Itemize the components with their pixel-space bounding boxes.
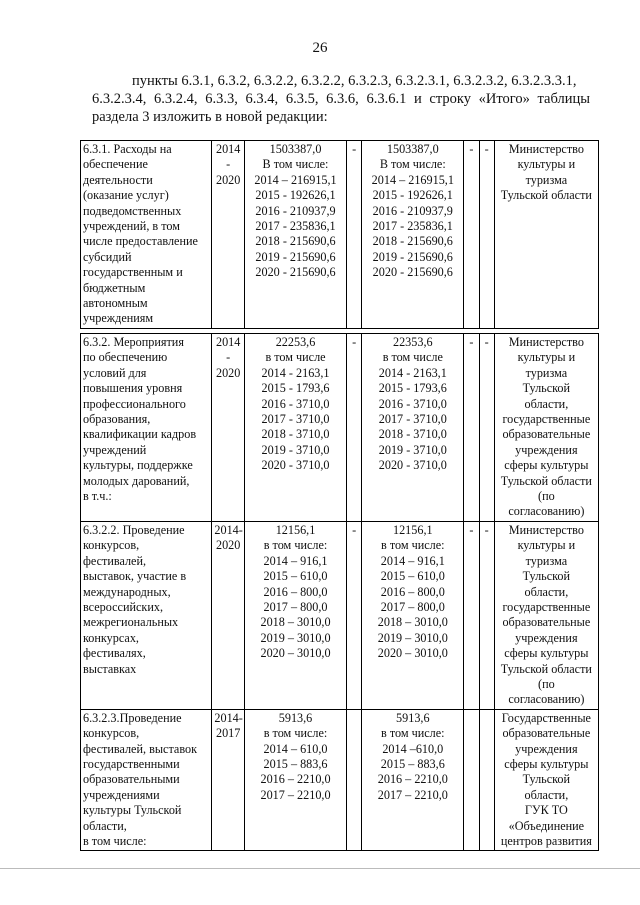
measure-name-cell-line: учреждениями <box>83 787 160 802</box>
regional-funding-cell-line: 2018 - 215690,6 <box>372 234 453 249</box>
intro-paragraph <box>92 72 590 126</box>
total-funding-cell-line: 2017 – 800,0 <box>263 599 328 614</box>
measure-name-cell-line: фестивалей, выставок <box>83 741 198 756</box>
regional-funding-cell-line: 2014 – 216915,1 <box>371 172 454 187</box>
executor-cell-line: образовательные <box>502 726 591 741</box>
measure-name-cell <box>81 334 212 522</box>
measure-name-cell-line: межрегиональных <box>83 615 179 630</box>
executor-cell-line: образовательные <box>502 427 591 442</box>
total-funding-cell <box>244 709 346 851</box>
regional-funding-cell-line: 2014 - 2163,1 <box>378 365 447 380</box>
regional-funding-cell-line: 2020 - 3710,0 <box>378 458 447 473</box>
regional-funding-cell-line: 2015 – 883,6 <box>380 756 445 771</box>
measure-name-cell-line: выставках <box>83 661 137 676</box>
regional-funding-cell-line: 2017 - 3710,0 <box>378 412 447 427</box>
table-row <box>81 334 599 522</box>
total-funding-cell-line: 2019 – 3010,0 <box>260 630 331 645</box>
regional-funding-cell-line: 1503387,0 <box>386 142 439 156</box>
total-funding-cell-line: 2015 - 192626,1 <box>255 188 336 203</box>
measure-name-cell-line: учреждениям <box>83 311 154 326</box>
executor-cell-line: туризма <box>525 365 568 380</box>
regional-funding-cell <box>362 334 464 522</box>
executor-cell-line: центров развития <box>500 834 592 848</box>
executor-cell-line: учреждения <box>515 442 578 457</box>
measure-name-cell-line: условий для <box>83 365 147 380</box>
federal-funding-cell: - <box>347 521 362 709</box>
other-funding-cell <box>479 709 494 851</box>
regional-funding-cell <box>362 709 464 851</box>
executor-cell-line: области, <box>524 584 569 599</box>
program-table-part-2 <box>80 333 599 851</box>
executor-cell-line: Тульской области <box>500 661 592 676</box>
executor-cell-line: Тульской области <box>500 188 592 203</box>
total-funding-cell-line: в том числе: <box>263 538 328 553</box>
total-funding-cell-line: 2018 - 215690,6 <box>255 234 336 249</box>
executor-cell-line: культуры и <box>517 157 576 172</box>
years-cell <box>212 521 245 709</box>
intro-line-3: раздела 3 изложить в новой редакции: <box>92 109 328 125</box>
table-row <box>81 521 599 709</box>
total-funding-cell <box>244 334 346 522</box>
municipal-funding-cell: - <box>464 334 479 522</box>
years-cell-line: 2020 <box>215 538 241 553</box>
executor-cell-line: Тульской области <box>500 473 592 488</box>
other-funding-cell: - <box>479 141 494 329</box>
regional-funding-cell-line: в том числе <box>382 350 443 365</box>
regional-funding-cell-line: 2018 – 3010,0 <box>377 615 448 630</box>
measure-name-cell <box>81 521 212 709</box>
measure-name-cell-line: в т.ч.: <box>83 489 112 504</box>
total-funding-cell-line: 2014 – 610,0 <box>263 741 328 756</box>
regional-funding-cell-line: 2019 - 215690,6 <box>372 249 453 264</box>
measure-name-cell-line: квалификации кадров <box>83 427 197 442</box>
years-cell-line: 2020 <box>215 172 241 187</box>
total-funding-cell-line: в том числе <box>265 350 326 365</box>
measure-name-cell-line: конкурсах, <box>83 630 139 645</box>
years-cell <box>212 709 245 851</box>
years-cell-line: 2017 <box>215 726 241 741</box>
total-funding-cell-line: 2014 - 2163,1 <box>261 365 330 380</box>
total-funding-cell-line: 2014 – 916,1 <box>263 553 328 568</box>
regional-funding-cell-line: 2018 - 3710,0 <box>378 427 447 442</box>
measure-name-cell-line: культуры Тульской <box>83 803 182 818</box>
years-cell <box>212 334 245 522</box>
federal-funding-cell <box>347 709 362 851</box>
executor-cell-line: «Объединение <box>508 818 585 833</box>
total-funding-cell-line: 2015 - 1793,6 <box>261 381 330 396</box>
total-funding-cell-line: в том числе: <box>263 726 328 741</box>
measure-name-cell-line: учреждений, в том <box>83 219 180 234</box>
years-cell-line: - <box>226 350 231 365</box>
total-funding-cell-line: 5913,6 <box>278 710 313 725</box>
total-funding-cell-line: 2015 – 883,6 <box>263 756 328 771</box>
regional-funding-cell-line: 2020 – 3010,0 <box>377 646 448 661</box>
total-funding-cell-line: 2020 - 215690,6 <box>255 265 336 280</box>
total-funding-cell-line: 22253,6 <box>275 335 316 349</box>
executor-cell-line: государственные <box>502 412 591 427</box>
total-funding-cell-line: 12156,1 <box>275 522 316 537</box>
regional-funding-cell-line: в том числе: <box>381 538 445 553</box>
regional-funding-cell-line: 2014 – 916,1 <box>380 553 445 568</box>
total-funding-cell-line: 2016 – 2210,0 <box>260 772 331 787</box>
regional-funding-cell-line: 2017 – 2210,0 <box>377 787 448 802</box>
measure-name-cell-line: конкурсов, <box>83 726 140 741</box>
years-cell-line: 2014- <box>214 522 243 537</box>
measure-name-cell-line: автономным <box>83 296 148 311</box>
measure-name-cell-line: фестивалей, <box>83 553 147 568</box>
measure-name-cell-line: обеспечение <box>83 157 148 172</box>
measure-name-cell-line: выставок, участие в <box>83 569 187 584</box>
total-funding-cell-line: 1503387,0 <box>269 142 322 156</box>
executor-cell-line: области, <box>524 396 569 411</box>
total-funding-cell <box>244 521 346 709</box>
years-cell-line: - <box>226 157 231 172</box>
total-funding-cell-line: 2017 - 235836,1 <box>255 219 336 234</box>
executor-cell-line: учреждения <box>515 741 578 756</box>
years-cell <box>212 141 245 329</box>
intro-line-2: 6.3.2.3.4, 6.3.2.4, 6.3.3, 6.3.4, 6.3.5, 6.3.6, 6.3.6.1 и строку «Итого» таблицы <box>92 91 590 107</box>
regional-funding-cell-line: в том числе: <box>381 726 445 741</box>
table-row <box>81 709 599 851</box>
executor-cell-line: туризма <box>525 172 568 187</box>
executor-cell-line: согласованию) <box>508 504 585 519</box>
page-number: 26 <box>312 40 328 56</box>
executor-cell-line: согласованию) <box>508 692 585 707</box>
regional-funding-cell <box>362 521 464 709</box>
regional-funding-cell-line: 2020 - 215690,6 <box>372 265 453 280</box>
years-cell-line: 2014- <box>214 710 243 725</box>
measure-name-cell-line: числе предоставление <box>83 234 198 249</box>
executor-cell-line: Министерство <box>508 522 584 537</box>
measure-name-cell-line: государственным и <box>83 265 183 280</box>
regional-funding-cell-line: 2015 - 192626,1 <box>372 188 453 203</box>
other-funding-cell: - <box>479 334 494 522</box>
executor-cell <box>494 334 598 522</box>
executor-cell-line: учреждения <box>515 630 578 645</box>
executor-cell-line: Министерство <box>508 142 584 156</box>
measure-name-cell-line: профессионального <box>83 396 186 411</box>
executor-cell-line: образовательные <box>502 615 591 630</box>
executor-cell-line: Тульской <box>522 569 571 584</box>
total-funding-cell <box>244 141 346 329</box>
executor-cell-line: сферы культуры <box>504 646 589 661</box>
municipal-funding-cell: - <box>464 141 479 329</box>
measure-name-cell-line: учреждений <box>83 442 147 457</box>
measure-name-cell-line: конкурсов, <box>83 538 140 553</box>
total-funding-cell-line: 2019 - 215690,6 <box>255 249 336 264</box>
regional-funding-cell-line: 2016 - 210937,9 <box>372 203 453 218</box>
measure-name-cell-line: бюджетным <box>83 280 146 295</box>
executor-cell-line: Министерство <box>508 335 584 349</box>
regional-funding-cell-line: 2016 - 3710,0 <box>378 396 447 411</box>
measure-name-cell-line: по обеспечению <box>83 350 168 365</box>
measure-name-cell-line: государственными <box>83 756 180 771</box>
executor-cell-line: культуры и <box>517 350 576 365</box>
regional-funding-cell <box>362 141 464 329</box>
federal-funding-cell: - <box>347 334 362 522</box>
intro-line-1: пункты 6.3.1, 6.3.2, 6.3.2.2, 6.3.2.2, 6.3.2.3, 6.3.2.3.1, 6.3.2.3.2, 6.3.2.3.3.1, <box>132 73 577 89</box>
executor-cell-line: Государственные <box>501 710 591 725</box>
executor-cell-line: сферы культуры <box>504 458 589 473</box>
measure-name-cell-line: повышения уровня <box>83 381 183 396</box>
executor-cell-line: ГУК ТО <box>524 803 568 818</box>
table-row <box>81 141 599 329</box>
executor-cell <box>494 521 598 709</box>
executor-cell-line: (по <box>538 676 555 691</box>
executor-cell-line: области, <box>524 787 569 802</box>
total-funding-cell-line: 2018 - 3710,0 <box>261 427 330 442</box>
measure-name-cell-line: субсидий <box>83 249 132 264</box>
regional-funding-cell-line: 2019 - 3710,0 <box>378 442 447 457</box>
measure-name-cell <box>81 141 212 329</box>
executor-cell-line: государственные <box>502 599 591 614</box>
measure-name-cell <box>81 709 212 851</box>
measure-name-cell-line: всероссийских, <box>83 599 163 614</box>
regional-funding-cell-line: В том числе: <box>379 157 446 172</box>
regional-funding-cell-line: 2017 - 235836,1 <box>372 219 453 234</box>
measure-name-cell-line: 6.3.1. Расходы на <box>83 142 172 156</box>
measure-name-cell-line: молодых дарований, <box>83 473 190 488</box>
total-funding-cell-line: 2017 - 3710,0 <box>261 412 330 427</box>
measure-name-cell-line: подведомственных <box>83 203 182 218</box>
measure-name-cell-line: области, <box>83 818 127 833</box>
total-funding-cell-line: 2020 – 3010,0 <box>260 646 331 661</box>
executor-cell-line: туризма <box>525 553 568 568</box>
total-funding-cell-line: В том числе: <box>262 157 329 172</box>
regional-funding-cell-line: 2016 – 2210,0 <box>377 772 448 787</box>
measure-name-cell-line: международных, <box>83 584 171 599</box>
measure-name-cell-line: культуры, поддержке <box>83 458 193 473</box>
federal-funding-cell: - <box>347 141 362 329</box>
total-funding-cell-line: 2014 – 216915,1 <box>254 172 337 187</box>
page-edge-line <box>0 868 640 869</box>
total-funding-cell-line: 2020 - 3710,0 <box>261 458 330 473</box>
executor-cell-line: (по <box>538 489 555 504</box>
years-cell-line: 2014 <box>215 142 241 156</box>
measure-name-cell-line: деятельности <box>83 172 153 187</box>
other-funding-cell: - <box>479 521 494 709</box>
total-funding-cell-line: 2017 – 2210,0 <box>260 787 331 802</box>
measure-name-cell-line: (оказание услуг) <box>83 188 169 203</box>
total-funding-cell-line: 2016 - 3710,0 <box>261 396 330 411</box>
executor-cell-line: культуры и <box>517 538 576 553</box>
measure-name-cell-line: образования, <box>83 412 151 427</box>
regional-funding-cell-line: 2017 – 800,0 <box>380 599 445 614</box>
executor-cell-line: Тульской <box>522 381 571 396</box>
total-funding-cell-line: 2019 - 3710,0 <box>261 442 330 457</box>
regional-funding-cell-line: 2014 –610,0 <box>382 741 444 756</box>
measure-name-cell-line: 6.3.2.3.Проведение <box>83 710 182 725</box>
executor-cell <box>494 141 598 329</box>
municipal-funding-cell <box>464 709 479 851</box>
municipal-funding-cell: - <box>464 521 479 709</box>
regional-funding-cell-line: 2015 – 610,0 <box>380 569 445 584</box>
regional-funding-cell-line: 12156,1 <box>392 522 433 537</box>
measure-name-cell-line: образовательными <box>83 772 180 787</box>
total-funding-cell-line: 2015 – 610,0 <box>263 569 328 584</box>
measure-name-cell-line: 6.3.2. Мероприятия <box>83 335 184 349</box>
regional-funding-cell-line: 2019 – 3010,0 <box>377 630 448 645</box>
program-table-part-1 <box>80 140 599 329</box>
executor-cell <box>494 709 598 851</box>
regional-funding-cell-line: 2016 – 800,0 <box>380 584 445 599</box>
executor-cell-line: сферы культуры <box>504 756 589 771</box>
regional-funding-cell-line: 5913,6 <box>396 710 430 725</box>
measure-name-cell-line: 6.3.2.2. Проведение <box>83 522 185 537</box>
regional-funding-cell-line: 22353,6 <box>392 335 433 349</box>
total-funding-cell-line: 2016 – 800,0 <box>263 584 328 599</box>
years-cell-line: 2014 <box>215 335 241 349</box>
regional-funding-cell-line: 2015 - 1793,6 <box>378 381 447 396</box>
measure-name-cell-line: фестивалях, <box>83 646 146 661</box>
total-funding-cell-line: 2016 - 210937,9 <box>255 203 336 218</box>
executor-cell-line: Тульской <box>522 772 571 787</box>
measure-name-cell-line: в том числе: <box>83 834 147 848</box>
years-cell-line: 2020 <box>215 365 241 380</box>
total-funding-cell-line: 2018 – 3010,0 <box>260 615 331 630</box>
